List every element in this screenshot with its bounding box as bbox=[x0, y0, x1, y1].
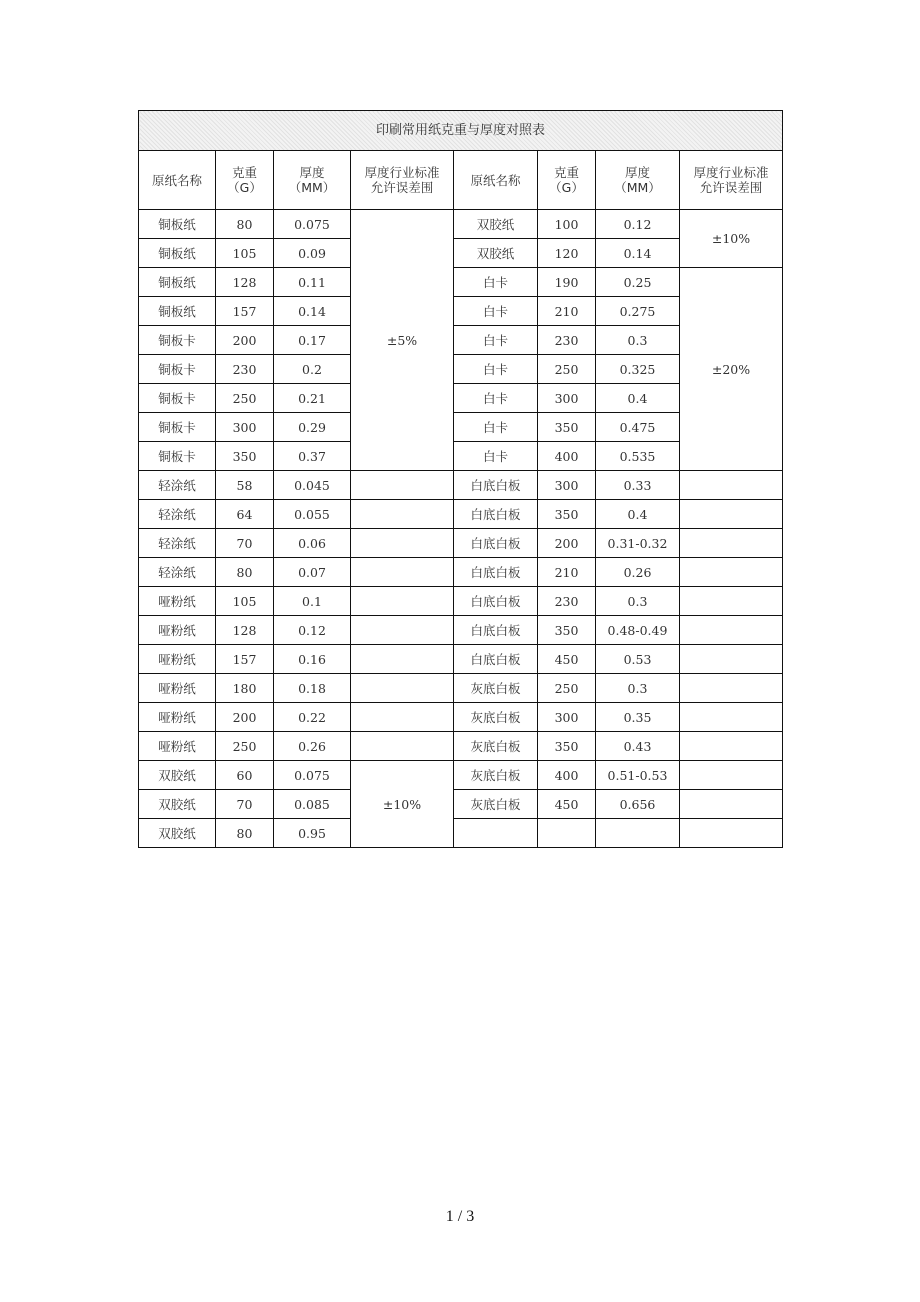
weight-cell: 190 bbox=[538, 268, 596, 297]
thickness-cell: 0.4 bbox=[596, 384, 680, 413]
paper-name-cell: 哑粉纸 bbox=[139, 732, 216, 761]
thickness-cell: 0.656 bbox=[596, 790, 680, 819]
thickness-cell: 0.325 bbox=[596, 355, 680, 384]
thickness-cell: 0.25 bbox=[596, 268, 680, 297]
paper-name-cell: 哑粉纸 bbox=[139, 587, 216, 616]
weight-cell: 80 bbox=[216, 210, 274, 239]
paper-name-cell: 灰底白板 bbox=[454, 761, 538, 790]
table-title-row bbox=[139, 111, 783, 151]
weight-cell: 128 bbox=[216, 616, 274, 645]
header-tolerance-line2: 允许误差围 bbox=[699, 180, 763, 195]
thickness-cell: 0.11 bbox=[274, 268, 351, 297]
paper-name-cell: 铜板卡 bbox=[139, 355, 216, 384]
paper-name-cell: 双胶纸 bbox=[139, 819, 216, 848]
paper-name-cell: 哑粉纸 bbox=[139, 703, 216, 732]
thickness-cell: 0.53 bbox=[596, 645, 680, 674]
paper-name-cell: 灰底白板 bbox=[454, 790, 538, 819]
header-weight-left bbox=[216, 151, 274, 210]
thickness-cell: 0.33 bbox=[596, 471, 680, 500]
weight-cell: 64 bbox=[216, 500, 274, 529]
thickness-cell: 0.4 bbox=[596, 500, 680, 529]
paper-name-cell: 哑粉纸 bbox=[139, 674, 216, 703]
weight-cell: 300 bbox=[538, 384, 596, 413]
table-row bbox=[139, 268, 783, 297]
tolerance-cell-empty bbox=[680, 703, 783, 732]
weight-cell: 105 bbox=[216, 587, 274, 616]
tolerance-cell-empty bbox=[680, 674, 783, 703]
header-thickness-unit: （MM） bbox=[614, 180, 661, 195]
thickness-cell: 0.09 bbox=[274, 239, 351, 268]
paper-name-cell: 双胶纸 bbox=[454, 210, 538, 239]
weight-cell: 250 bbox=[538, 674, 596, 703]
paper-name-cell: 轻涂纸 bbox=[139, 500, 216, 529]
thickness-cell: 0.14 bbox=[274, 297, 351, 326]
thickness-cell: 0.085 bbox=[274, 790, 351, 819]
tolerance-cell-empty bbox=[351, 587, 454, 616]
table-row bbox=[139, 703, 783, 732]
table-row bbox=[139, 732, 783, 761]
paper-name-cell: 轻涂纸 bbox=[139, 471, 216, 500]
weight-cell: 300 bbox=[216, 413, 274, 442]
table-row bbox=[139, 761, 783, 790]
header-thickness-label: 厚度 bbox=[624, 165, 650, 180]
weight-cell: 450 bbox=[538, 645, 596, 674]
paper-name-cell: 轻涂纸 bbox=[139, 529, 216, 558]
thickness-cell: 0.075 bbox=[274, 761, 351, 790]
tolerance-cell-empty bbox=[351, 558, 454, 587]
header-thickness-left bbox=[274, 151, 351, 210]
table-row bbox=[139, 616, 783, 645]
page-number: 1 / 3 bbox=[445, 1208, 475, 1225]
tolerance-cell-empty bbox=[680, 471, 783, 500]
weight-cell: 250 bbox=[216, 732, 274, 761]
weight-cell: 128 bbox=[216, 268, 274, 297]
weight-cell: 210 bbox=[538, 297, 596, 326]
tolerance-cell-empty bbox=[351, 674, 454, 703]
thickness-cell: 0.26 bbox=[596, 558, 680, 587]
paper-name-cell: 双胶纸 bbox=[454, 239, 538, 268]
thickness-cell: 0.95 bbox=[274, 819, 351, 848]
tolerance-cell-coated: ±5% bbox=[351, 210, 454, 471]
tolerance-cell-empty bbox=[680, 500, 783, 529]
header-tolerance-line1: 厚度行业标准 bbox=[693, 165, 769, 180]
thickness-cell: 0.07 bbox=[274, 558, 351, 587]
tolerance-cell-white-card: ±20% bbox=[680, 268, 783, 471]
paper-name-cell: 白底白板 bbox=[454, 529, 538, 558]
thickness-cell-empty bbox=[596, 819, 680, 848]
paper-name-cell: 铜板卡 bbox=[139, 326, 216, 355]
paper-name-cell: 铜板卡 bbox=[139, 384, 216, 413]
table-row bbox=[139, 471, 783, 500]
table-row bbox=[139, 529, 783, 558]
thickness-cell: 0.31-0.32 bbox=[596, 529, 680, 558]
paper-name-cell: 白底白板 bbox=[454, 587, 538, 616]
table-row bbox=[139, 210, 783, 239]
weight-cell: 350 bbox=[538, 413, 596, 442]
table-row bbox=[139, 500, 783, 529]
weight-cell: 70 bbox=[216, 790, 274, 819]
table-row bbox=[139, 790, 783, 819]
header-weight-unit: （G） bbox=[227, 180, 262, 195]
thickness-cell: 0.1 bbox=[274, 587, 351, 616]
header-tolerance-line1: 厚度行业标准 bbox=[364, 165, 440, 180]
paper-name-cell: 轻涂纸 bbox=[139, 558, 216, 587]
thickness-cell: 0.16 bbox=[274, 645, 351, 674]
weight-cell: 300 bbox=[538, 703, 596, 732]
weight-cell-empty bbox=[538, 819, 596, 848]
paper-name-cell: 铜板卡 bbox=[139, 442, 216, 471]
tolerance-cell-empty bbox=[351, 616, 454, 645]
thickness-cell: 0.21 bbox=[274, 384, 351, 413]
tolerance-cell-offset-right: ±10% bbox=[680, 210, 783, 268]
paper-name-cell: 双胶纸 bbox=[139, 761, 216, 790]
thickness-cell: 0.12 bbox=[596, 210, 680, 239]
thickness-cell: 0.12 bbox=[274, 616, 351, 645]
header-thickness-label: 厚度 bbox=[299, 165, 325, 180]
thickness-cell: 0.055 bbox=[274, 500, 351, 529]
header-paper-name-right: 原纸名称 bbox=[454, 151, 538, 210]
thickness-cell: 0.48-0.49 bbox=[596, 616, 680, 645]
weight-cell: 157 bbox=[216, 297, 274, 326]
thickness-cell: 0.475 bbox=[596, 413, 680, 442]
header-tolerance-right bbox=[680, 151, 783, 210]
paper-name-cell: 白卡 bbox=[454, 413, 538, 442]
thickness-cell: 0.51-0.53 bbox=[596, 761, 680, 790]
tolerance-cell-empty bbox=[680, 819, 783, 848]
paper-name-cell: 白底白板 bbox=[454, 645, 538, 674]
tolerance-cell-empty bbox=[680, 558, 783, 587]
weight-cell: 180 bbox=[216, 674, 274, 703]
table-row bbox=[139, 587, 783, 616]
paper-name-cell: 灰底白板 bbox=[454, 674, 538, 703]
thickness-cell: 0.075 bbox=[274, 210, 351, 239]
tolerance-cell-empty bbox=[351, 500, 454, 529]
weight-cell: 230 bbox=[538, 587, 596, 616]
table-row bbox=[139, 645, 783, 674]
thickness-cell: 0.06 bbox=[274, 529, 351, 558]
thickness-cell: 0.26 bbox=[274, 732, 351, 761]
paper-name-cell: 白卡 bbox=[454, 384, 538, 413]
thickness-cell: 0.18 bbox=[274, 674, 351, 703]
table-title: 印刷常用纸克重与厚度对照表 bbox=[139, 111, 783, 151]
thickness-cell: 0.2 bbox=[274, 355, 351, 384]
table-row bbox=[139, 674, 783, 703]
tolerance-cell-empty bbox=[680, 587, 783, 616]
weight-cell: 350 bbox=[538, 732, 596, 761]
weight-cell: 58 bbox=[216, 471, 274, 500]
paper-name-cell: 白卡 bbox=[454, 326, 538, 355]
header-weight-label: 克重 bbox=[231, 165, 257, 180]
weight-cell: 400 bbox=[538, 761, 596, 790]
paper-name-cell: 白卡 bbox=[454, 355, 538, 384]
thickness-cell: 0.3 bbox=[596, 326, 680, 355]
thickness-cell: 0.045 bbox=[274, 471, 351, 500]
weight-cell: 200 bbox=[216, 703, 274, 732]
tolerance-cell-offset-left: ±10% bbox=[351, 761, 454, 848]
thickness-cell: 0.22 bbox=[274, 703, 351, 732]
paper-name-cell: 白卡 bbox=[454, 268, 538, 297]
table-row bbox=[139, 558, 783, 587]
header-thickness-right bbox=[596, 151, 680, 210]
tolerance-cell-empty bbox=[351, 732, 454, 761]
header-tolerance-line2: 允许误差围 bbox=[370, 180, 434, 195]
weight-cell: 120 bbox=[538, 239, 596, 268]
table-header-row bbox=[139, 151, 783, 210]
tolerance-cell-empty bbox=[680, 616, 783, 645]
tolerance-cell-empty bbox=[680, 790, 783, 819]
paper-name-cell: 铜板纸 bbox=[139, 297, 216, 326]
tolerance-cell-empty bbox=[680, 732, 783, 761]
thickness-cell: 0.17 bbox=[274, 326, 351, 355]
header-weight-label: 克重 bbox=[553, 165, 579, 180]
weight-cell: 300 bbox=[538, 471, 596, 500]
weight-cell: 210 bbox=[538, 558, 596, 587]
weight-cell: 450 bbox=[538, 790, 596, 819]
thickness-cell: 0.29 bbox=[274, 413, 351, 442]
weight-cell: 230 bbox=[538, 326, 596, 355]
weight-cell: 250 bbox=[216, 384, 274, 413]
weight-cell: 80 bbox=[216, 558, 274, 587]
weight-cell: 230 bbox=[216, 355, 274, 384]
thickness-cell: 0.35 bbox=[596, 703, 680, 732]
weight-cell: 105 bbox=[216, 239, 274, 268]
tolerance-cell-empty bbox=[351, 471, 454, 500]
weight-cell: 200 bbox=[538, 529, 596, 558]
paper-name-cell: 白底白板 bbox=[454, 500, 538, 529]
weight-cell: 350 bbox=[216, 442, 274, 471]
thickness-cell: 0.275 bbox=[596, 297, 680, 326]
tolerance-cell-empty bbox=[351, 645, 454, 674]
tolerance-cell-empty bbox=[680, 645, 783, 674]
paper-name-cell: 白底白板 bbox=[454, 616, 538, 645]
header-tolerance-left bbox=[351, 151, 454, 210]
paper-name-cell: 白卡 bbox=[454, 297, 538, 326]
thickness-cell: 0.3 bbox=[596, 587, 680, 616]
thickness-cell: 0.3 bbox=[596, 674, 680, 703]
tolerance-cell-empty bbox=[351, 703, 454, 732]
paper-name-cell-empty bbox=[454, 819, 538, 848]
tolerance-cell-empty bbox=[351, 529, 454, 558]
weight-cell: 350 bbox=[538, 616, 596, 645]
thickness-cell: 0.14 bbox=[596, 239, 680, 268]
paper-name-cell: 白卡 bbox=[454, 442, 538, 471]
paper-name-cell: 灰底白板 bbox=[454, 732, 538, 761]
weight-cell: 80 bbox=[216, 819, 274, 848]
weight-cell: 250 bbox=[538, 355, 596, 384]
paper-name-cell: 铜板纸 bbox=[139, 210, 216, 239]
paper-weight-thickness-table bbox=[138, 110, 783, 848]
tolerance-cell-empty bbox=[680, 761, 783, 790]
weight-cell: 70 bbox=[216, 529, 274, 558]
thickness-cell: 0.535 bbox=[596, 442, 680, 471]
header-weight-right bbox=[538, 151, 596, 210]
thickness-cell: 0.43 bbox=[596, 732, 680, 761]
paper-name-cell: 铜板纸 bbox=[139, 268, 216, 297]
tolerance-cell-empty bbox=[680, 529, 783, 558]
paper-name-cell: 哑粉纸 bbox=[139, 645, 216, 674]
weight-cell: 350 bbox=[538, 500, 596, 529]
header-weight-unit: （G） bbox=[549, 180, 584, 195]
paper-name-cell: 铜板纸 bbox=[139, 239, 216, 268]
table-row bbox=[139, 819, 783, 848]
paper-name-cell: 灰底白板 bbox=[454, 703, 538, 732]
paper-name-cell: 铜板卡 bbox=[139, 413, 216, 442]
weight-cell: 100 bbox=[538, 210, 596, 239]
paper-name-cell: 哑粉纸 bbox=[139, 616, 216, 645]
header-paper-name-left: 原纸名称 bbox=[139, 151, 216, 210]
weight-cell: 400 bbox=[538, 442, 596, 471]
paper-name-cell: 白底白板 bbox=[454, 558, 538, 587]
weight-cell: 200 bbox=[216, 326, 274, 355]
paper-name-cell: 白底白板 bbox=[454, 471, 538, 500]
paper-name-cell: 双胶纸 bbox=[139, 790, 216, 819]
weight-cell: 60 bbox=[216, 761, 274, 790]
weight-cell: 157 bbox=[216, 645, 274, 674]
header-thickness-unit: （MM） bbox=[288, 180, 336, 195]
thickness-cell: 0.37 bbox=[274, 442, 351, 471]
